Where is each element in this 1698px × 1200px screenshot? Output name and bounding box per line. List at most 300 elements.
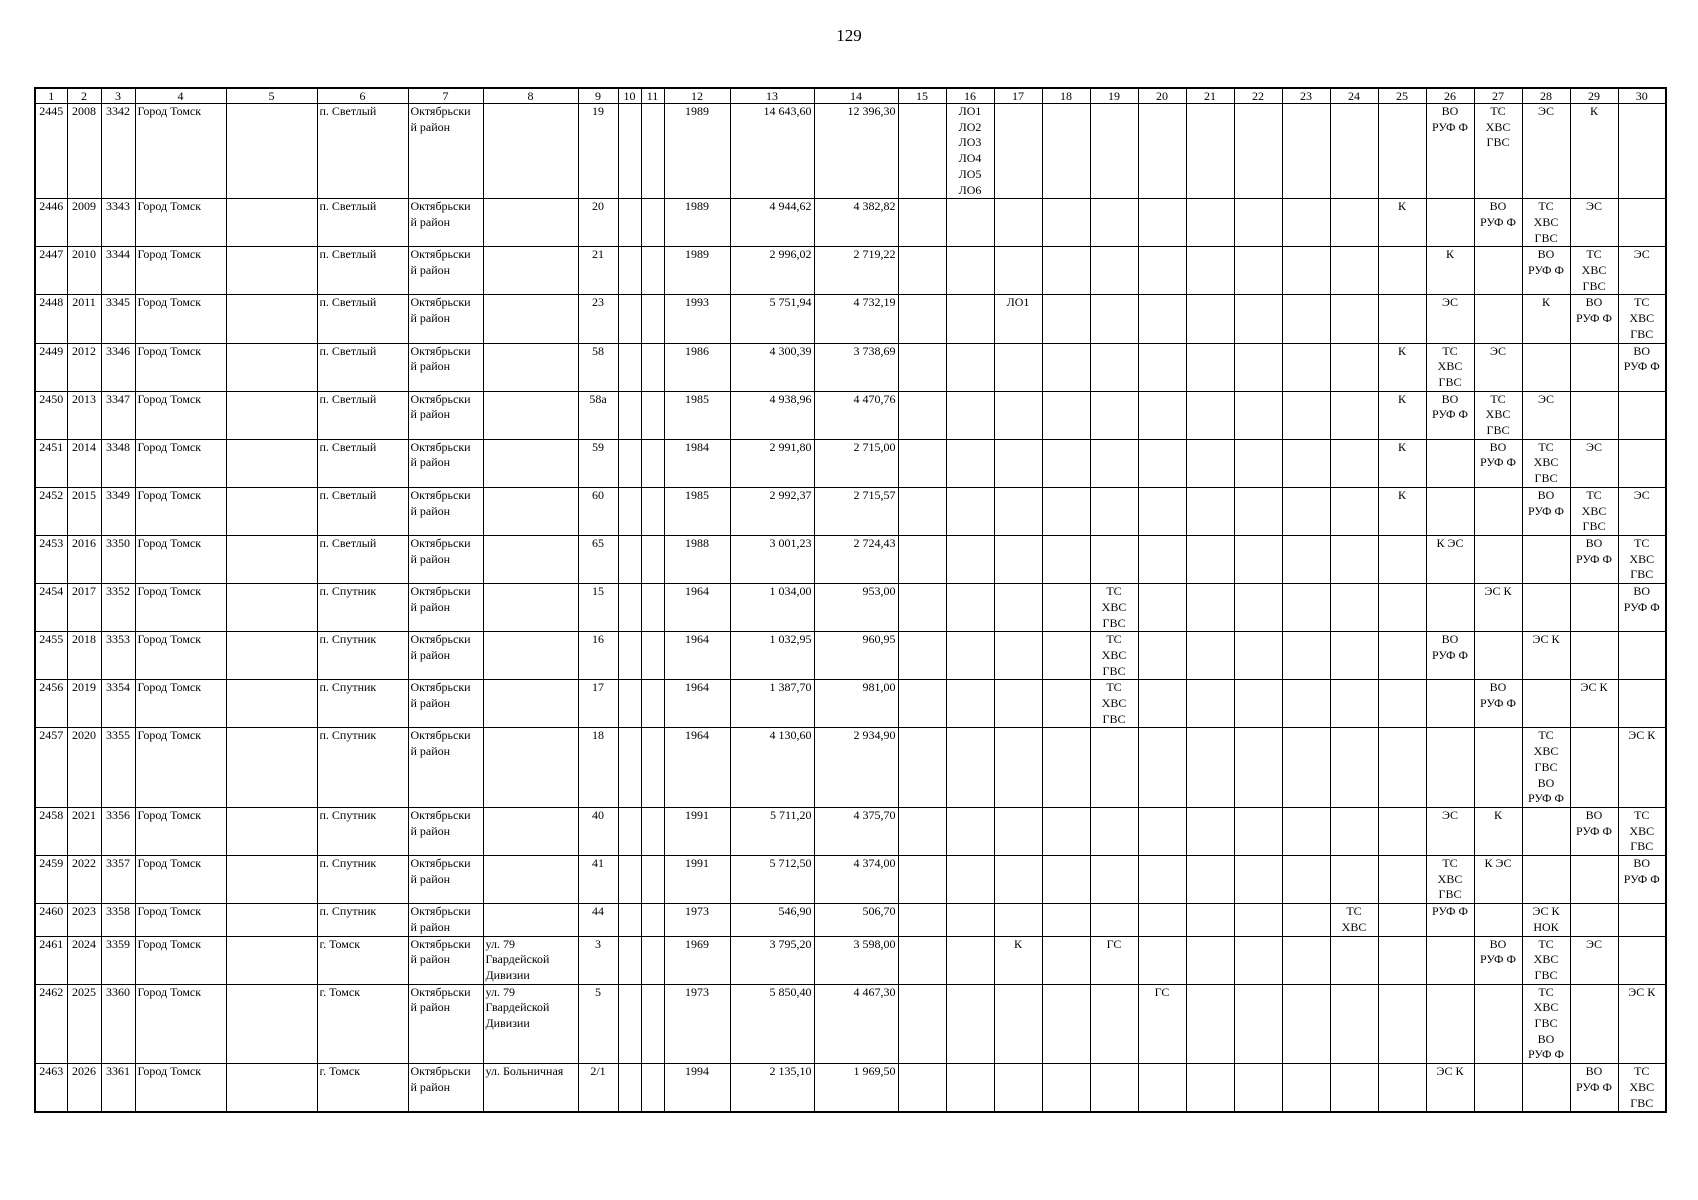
cell-col-7: Октябрьски й район bbox=[408, 439, 483, 487]
cell-col-9: 41 bbox=[578, 856, 618, 904]
cell-col-10 bbox=[618, 487, 641, 535]
cell-col-26: ВО РУФ Ф bbox=[1426, 391, 1474, 439]
cell-col-10 bbox=[618, 904, 641, 936]
cell-col-11 bbox=[641, 391, 664, 439]
cell-col-2: 2010 bbox=[67, 247, 101, 295]
cell-col-1: 2452 bbox=[35, 487, 67, 535]
cell-col-13: 1 387,70 bbox=[730, 680, 814, 728]
cell-col-16 bbox=[946, 728, 994, 808]
cell-col-20 bbox=[1138, 247, 1186, 295]
column-header-16: 16 bbox=[946, 88, 994, 104]
cell-col-26: ЭС bbox=[1426, 295, 1474, 343]
cell-col-3: 3360 bbox=[101, 984, 135, 1064]
cell-col-16 bbox=[946, 584, 994, 632]
cell-col-14: 12 396,30 bbox=[814, 104, 898, 199]
cell-col-20 bbox=[1138, 343, 1186, 391]
cell-col-14: 2 719,22 bbox=[814, 247, 898, 295]
table-row bbox=[35, 199, 1666, 247]
cell-col-16 bbox=[946, 632, 994, 680]
cell-col-13: 5 850,40 bbox=[730, 984, 814, 1064]
cell-col-15 bbox=[898, 1064, 946, 1113]
cell-col-24 bbox=[1330, 680, 1378, 728]
cell-col-30 bbox=[1618, 632, 1666, 680]
cell-col-13: 4 130,60 bbox=[730, 728, 814, 808]
cell-col-21 bbox=[1186, 535, 1234, 583]
cell-col-8: ул. Больничная bbox=[483, 1064, 578, 1113]
cell-col-6: п. Светлый bbox=[317, 343, 408, 391]
cell-col-20 bbox=[1138, 439, 1186, 487]
cell-col-26 bbox=[1426, 584, 1474, 632]
cell-col-23 bbox=[1282, 632, 1330, 680]
table-row bbox=[35, 936, 1666, 984]
cell-col-16 bbox=[946, 343, 994, 391]
cell-col-17 bbox=[994, 247, 1042, 295]
cell-col-5 bbox=[226, 632, 317, 680]
cell-col-18 bbox=[1042, 247, 1090, 295]
cell-col-20 bbox=[1138, 728, 1186, 808]
cell-col-2: 2022 bbox=[67, 856, 101, 904]
cell-col-20 bbox=[1138, 391, 1186, 439]
cell-col-28: ЭС К bbox=[1522, 632, 1570, 680]
cell-col-25: К bbox=[1378, 487, 1426, 535]
cell-col-28 bbox=[1522, 343, 1570, 391]
cell-col-4: Город Томск bbox=[135, 295, 226, 343]
cell-col-12: 1964 bbox=[664, 584, 730, 632]
cell-col-3: 3345 bbox=[101, 295, 135, 343]
cell-col-11 bbox=[641, 247, 664, 295]
cell-col-11 bbox=[641, 535, 664, 583]
cell-col-4: Город Томск bbox=[135, 535, 226, 583]
cell-col-5 bbox=[226, 487, 317, 535]
cell-col-14: 1 969,50 bbox=[814, 1064, 898, 1113]
cell-col-1: 2460 bbox=[35, 904, 67, 936]
cell-col-27: ВО РУФ Ф bbox=[1474, 936, 1522, 984]
cell-col-23 bbox=[1282, 904, 1330, 936]
cell-col-25 bbox=[1378, 807, 1426, 855]
cell-col-20 bbox=[1138, 904, 1186, 936]
cell-col-11 bbox=[641, 199, 664, 247]
cell-col-4: Город Томск bbox=[135, 728, 226, 808]
cell-col-11 bbox=[641, 632, 664, 680]
cell-col-3: 3355 bbox=[101, 728, 135, 808]
cell-col-28: ТС ХВС ГВС ВО РУФ Ф bbox=[1522, 984, 1570, 1064]
cell-col-30 bbox=[1618, 904, 1666, 936]
cell-col-4: Город Томск bbox=[135, 936, 226, 984]
cell-col-22 bbox=[1234, 247, 1282, 295]
cell-col-28: ВО РУФ Ф bbox=[1522, 487, 1570, 535]
cell-col-27: ТС ХВС ГВС bbox=[1474, 391, 1522, 439]
cell-col-21 bbox=[1186, 391, 1234, 439]
cell-col-29: ТС ХВС ГВС bbox=[1570, 247, 1618, 295]
cell-col-4: Город Томск bbox=[135, 584, 226, 632]
cell-col-28: ЭС bbox=[1522, 104, 1570, 199]
column-header-3: 3 bbox=[101, 88, 135, 104]
cell-col-28: ТС ХВС ГВС ВО РУФ Ф bbox=[1522, 728, 1570, 808]
cell-col-24: ТС ХВС bbox=[1330, 904, 1378, 936]
cell-col-11 bbox=[641, 904, 664, 936]
cell-col-9: 2/1 bbox=[578, 1064, 618, 1113]
cell-col-1: 2451 bbox=[35, 439, 67, 487]
cell-col-21 bbox=[1186, 936, 1234, 984]
cell-col-27: ЭС К bbox=[1474, 584, 1522, 632]
cell-col-20 bbox=[1138, 584, 1186, 632]
table-body bbox=[35, 104, 1666, 1113]
cell-col-7: Октябрьски й район bbox=[408, 807, 483, 855]
cell-col-1: 2459 bbox=[35, 856, 67, 904]
cell-col-12: 1964 bbox=[664, 728, 730, 808]
cell-col-9: 21 bbox=[578, 247, 618, 295]
cell-col-19: ГС bbox=[1090, 936, 1138, 984]
cell-col-4: Город Томск bbox=[135, 984, 226, 1064]
cell-col-16 bbox=[946, 199, 994, 247]
cell-col-15 bbox=[898, 535, 946, 583]
table-row bbox=[35, 904, 1666, 936]
cell-col-6: п. Спутник bbox=[317, 584, 408, 632]
cell-col-24 bbox=[1330, 391, 1378, 439]
cell-col-24 bbox=[1330, 487, 1378, 535]
cell-col-19 bbox=[1090, 247, 1138, 295]
cell-col-21 bbox=[1186, 104, 1234, 199]
cell-col-6: п. Спутник bbox=[317, 632, 408, 680]
cell-col-15 bbox=[898, 984, 946, 1064]
cell-col-10 bbox=[618, 199, 641, 247]
cell-col-11 bbox=[641, 984, 664, 1064]
cell-col-26 bbox=[1426, 984, 1474, 1064]
cell-col-22 bbox=[1234, 984, 1282, 1064]
cell-col-9: 17 bbox=[578, 680, 618, 728]
cell-col-17 bbox=[994, 535, 1042, 583]
cell-col-21 bbox=[1186, 247, 1234, 295]
cell-col-28: ТС ХВС ГВС bbox=[1522, 199, 1570, 247]
cell-col-18 bbox=[1042, 295, 1090, 343]
cell-col-4: Город Томск bbox=[135, 487, 226, 535]
cell-col-16 bbox=[946, 439, 994, 487]
cell-col-13: 2 135,10 bbox=[730, 1064, 814, 1113]
cell-col-15 bbox=[898, 343, 946, 391]
cell-col-9: 3 bbox=[578, 936, 618, 984]
cell-col-9: 23 bbox=[578, 295, 618, 343]
cell-col-18 bbox=[1042, 343, 1090, 391]
cell-col-26 bbox=[1426, 680, 1474, 728]
cell-col-13: 14 643,60 bbox=[730, 104, 814, 199]
cell-col-30: ЭС К bbox=[1618, 728, 1666, 808]
cell-col-5 bbox=[226, 807, 317, 855]
cell-col-1: 2455 bbox=[35, 632, 67, 680]
cell-col-14: 4 374,00 bbox=[814, 856, 898, 904]
cell-col-17 bbox=[994, 807, 1042, 855]
cell-col-25 bbox=[1378, 295, 1426, 343]
cell-col-9: 19 bbox=[578, 104, 618, 199]
column-header-20: 20 bbox=[1138, 88, 1186, 104]
table-row bbox=[35, 535, 1666, 583]
cell-col-27: ВО РУФ Ф bbox=[1474, 680, 1522, 728]
cell-col-11 bbox=[641, 728, 664, 808]
column-header-2: 2 bbox=[67, 88, 101, 104]
cell-col-22 bbox=[1234, 1064, 1282, 1113]
column-header-13: 13 bbox=[730, 88, 814, 104]
cell-col-1: 2457 bbox=[35, 728, 67, 808]
cell-col-20 bbox=[1138, 535, 1186, 583]
cell-col-17 bbox=[994, 1064, 1042, 1113]
cell-col-4: Город Томск bbox=[135, 247, 226, 295]
cell-col-6: п. Спутник bbox=[317, 856, 408, 904]
cell-col-24 bbox=[1330, 584, 1378, 632]
cell-col-4: Город Томск bbox=[135, 104, 226, 199]
cell-col-24 bbox=[1330, 247, 1378, 295]
cell-col-4: Город Томск bbox=[135, 904, 226, 936]
cell-col-29: ТС ХВС ГВС bbox=[1570, 487, 1618, 535]
cell-col-16 bbox=[946, 936, 994, 984]
cell-col-7: Октябрьски й район bbox=[408, 632, 483, 680]
cell-col-19 bbox=[1090, 104, 1138, 199]
cell-col-20: ГС bbox=[1138, 984, 1186, 1064]
cell-col-13: 1 034,00 bbox=[730, 584, 814, 632]
cell-col-8 bbox=[483, 632, 578, 680]
cell-col-17 bbox=[994, 199, 1042, 247]
cell-col-29 bbox=[1570, 584, 1618, 632]
cell-col-16 bbox=[946, 856, 994, 904]
cell-col-2: 2016 bbox=[67, 535, 101, 583]
column-header-1: 1 bbox=[35, 88, 67, 104]
cell-col-24 bbox=[1330, 728, 1378, 808]
cell-col-5 bbox=[226, 295, 317, 343]
cell-col-29 bbox=[1570, 984, 1618, 1064]
cell-col-17 bbox=[994, 391, 1042, 439]
cell-col-2: 2025 bbox=[67, 984, 101, 1064]
cell-col-9: 5 bbox=[578, 984, 618, 1064]
cell-col-22 bbox=[1234, 535, 1282, 583]
cell-col-21 bbox=[1186, 856, 1234, 904]
cell-col-26 bbox=[1426, 199, 1474, 247]
cell-col-2: 2014 bbox=[67, 439, 101, 487]
cell-col-15 bbox=[898, 584, 946, 632]
cell-col-27: К bbox=[1474, 807, 1522, 855]
cell-col-22 bbox=[1234, 487, 1282, 535]
cell-col-9: 44 bbox=[578, 904, 618, 936]
cell-col-10 bbox=[618, 807, 641, 855]
cell-col-11 bbox=[641, 487, 664, 535]
cell-col-6: п. Светлый bbox=[317, 104, 408, 199]
cell-col-5 bbox=[226, 247, 317, 295]
cell-col-27 bbox=[1474, 535, 1522, 583]
cell-col-29 bbox=[1570, 728, 1618, 808]
cell-col-11 bbox=[641, 680, 664, 728]
cell-col-6: п. Спутник bbox=[317, 807, 408, 855]
cell-col-12: 1984 bbox=[664, 439, 730, 487]
table-row bbox=[35, 104, 1666, 199]
cell-col-1: 2454 bbox=[35, 584, 67, 632]
cell-col-24 bbox=[1330, 807, 1378, 855]
cell-col-26: К ЭС bbox=[1426, 535, 1474, 583]
cell-col-19: ТС ХВС ГВС bbox=[1090, 680, 1138, 728]
cell-col-7: Октябрьски й район bbox=[408, 104, 483, 199]
cell-col-1: 2453 bbox=[35, 535, 67, 583]
cell-col-8 bbox=[483, 584, 578, 632]
table-row bbox=[35, 807, 1666, 855]
cell-col-20 bbox=[1138, 104, 1186, 199]
cell-col-10 bbox=[618, 936, 641, 984]
cell-col-20 bbox=[1138, 1064, 1186, 1113]
cell-col-1: 2448 bbox=[35, 295, 67, 343]
cell-col-16 bbox=[946, 1064, 994, 1113]
cell-col-22 bbox=[1234, 391, 1282, 439]
cell-col-24 bbox=[1330, 936, 1378, 984]
table-row bbox=[35, 1064, 1666, 1113]
cell-col-19 bbox=[1090, 535, 1138, 583]
cell-col-5 bbox=[226, 535, 317, 583]
cell-col-17 bbox=[994, 343, 1042, 391]
cell-col-20 bbox=[1138, 680, 1186, 728]
cell-col-14: 4 382,82 bbox=[814, 199, 898, 247]
cell-col-7: Октябрьски й район bbox=[408, 1064, 483, 1113]
cell-col-18 bbox=[1042, 856, 1090, 904]
cell-col-18 bbox=[1042, 632, 1090, 680]
cell-col-27 bbox=[1474, 728, 1522, 808]
cell-col-5 bbox=[226, 343, 317, 391]
column-header-21: 21 bbox=[1186, 88, 1234, 104]
cell-col-5 bbox=[226, 728, 317, 808]
cell-col-26: ВО РУФ Ф bbox=[1426, 632, 1474, 680]
cell-col-10 bbox=[618, 247, 641, 295]
cell-col-10 bbox=[618, 984, 641, 1064]
cell-col-12: 1973 bbox=[664, 984, 730, 1064]
cell-col-3: 3359 bbox=[101, 936, 135, 984]
cell-col-13: 4 300,39 bbox=[730, 343, 814, 391]
column-header-12: 12 bbox=[664, 88, 730, 104]
cell-col-22 bbox=[1234, 728, 1282, 808]
cell-col-8 bbox=[483, 391, 578, 439]
cell-col-12: 1969 bbox=[664, 936, 730, 984]
cell-col-27: ЭС bbox=[1474, 343, 1522, 391]
cell-col-25: К bbox=[1378, 391, 1426, 439]
column-header-24: 24 bbox=[1330, 88, 1378, 104]
cell-col-7: Октябрьски й район bbox=[408, 680, 483, 728]
cell-col-17 bbox=[994, 856, 1042, 904]
cell-col-9: 58 bbox=[578, 343, 618, 391]
cell-col-30: ТС ХВС ГВС bbox=[1618, 295, 1666, 343]
cell-col-13: 4 944,62 bbox=[730, 199, 814, 247]
cell-col-3: 3356 bbox=[101, 807, 135, 855]
cell-col-6: г. Томск bbox=[317, 936, 408, 984]
cell-col-27 bbox=[1474, 295, 1522, 343]
cell-col-13: 2 996,02 bbox=[730, 247, 814, 295]
cell-col-14: 960,95 bbox=[814, 632, 898, 680]
cell-col-29: ВО РУФ Ф bbox=[1570, 807, 1618, 855]
cell-col-17 bbox=[994, 104, 1042, 199]
cell-col-14: 4 467,30 bbox=[814, 984, 898, 1064]
cell-col-19 bbox=[1090, 487, 1138, 535]
cell-col-26 bbox=[1426, 487, 1474, 535]
cell-col-19 bbox=[1090, 856, 1138, 904]
cell-col-5 bbox=[226, 391, 317, 439]
table-header bbox=[35, 88, 1666, 104]
cell-col-21 bbox=[1186, 632, 1234, 680]
cell-col-23 bbox=[1282, 247, 1330, 295]
cell-col-4: Город Томск bbox=[135, 391, 226, 439]
cell-col-21 bbox=[1186, 487, 1234, 535]
cell-col-25 bbox=[1378, 904, 1426, 936]
cell-col-12: 1994 bbox=[664, 1064, 730, 1113]
cell-col-24 bbox=[1330, 199, 1378, 247]
cell-col-13: 4 938,96 bbox=[730, 391, 814, 439]
cell-col-29 bbox=[1570, 391, 1618, 439]
cell-col-6: г. Томск bbox=[317, 984, 408, 1064]
cell-col-8 bbox=[483, 247, 578, 295]
cell-col-13: 3 001,23 bbox=[730, 535, 814, 583]
cell-col-7: Октябрьски й район bbox=[408, 535, 483, 583]
cell-col-4: Город Томск bbox=[135, 632, 226, 680]
table-row bbox=[35, 343, 1666, 391]
cell-col-7: Октябрьски й район bbox=[408, 728, 483, 808]
table-row bbox=[35, 295, 1666, 343]
cell-col-14: 981,00 bbox=[814, 680, 898, 728]
header-row bbox=[35, 88, 1666, 104]
cell-col-25 bbox=[1378, 535, 1426, 583]
cell-col-7: Октябрьски й район bbox=[408, 487, 483, 535]
cell-col-23 bbox=[1282, 343, 1330, 391]
cell-col-8 bbox=[483, 343, 578, 391]
cell-col-16 bbox=[946, 247, 994, 295]
cell-col-30: ТС ХВС ГВС bbox=[1618, 1064, 1666, 1113]
cell-col-2: 2019 bbox=[67, 680, 101, 728]
cell-col-14: 953,00 bbox=[814, 584, 898, 632]
cell-col-4: Город Томск bbox=[135, 343, 226, 391]
cell-col-23 bbox=[1282, 199, 1330, 247]
cell-col-17 bbox=[994, 680, 1042, 728]
cell-col-30: ЭС bbox=[1618, 247, 1666, 295]
cell-col-15 bbox=[898, 728, 946, 808]
cell-col-7: Октябрьски й район bbox=[408, 343, 483, 391]
cell-col-26 bbox=[1426, 439, 1474, 487]
cell-col-27 bbox=[1474, 1064, 1522, 1113]
cell-col-5 bbox=[226, 680, 317, 728]
cell-col-23 bbox=[1282, 295, 1330, 343]
cell-col-25: К bbox=[1378, 439, 1426, 487]
cell-col-21 bbox=[1186, 199, 1234, 247]
cell-col-7: Октябрьски й район bbox=[408, 984, 483, 1064]
cell-col-9: 20 bbox=[578, 199, 618, 247]
cell-col-9: 16 bbox=[578, 632, 618, 680]
cell-col-24 bbox=[1330, 295, 1378, 343]
cell-col-4: Город Томск bbox=[135, 856, 226, 904]
cell-col-19: ТС ХВС ГВС bbox=[1090, 584, 1138, 632]
cell-col-21 bbox=[1186, 984, 1234, 1064]
cell-col-29: ЭС bbox=[1570, 199, 1618, 247]
column-header-15: 15 bbox=[898, 88, 946, 104]
cell-col-12: 1989 bbox=[664, 199, 730, 247]
cell-col-3: 3342 bbox=[101, 104, 135, 199]
cell-col-1: 2447 bbox=[35, 247, 67, 295]
cell-col-21 bbox=[1186, 807, 1234, 855]
cell-col-11 bbox=[641, 936, 664, 984]
cell-col-15 bbox=[898, 104, 946, 199]
column-header-8: 8 bbox=[483, 88, 578, 104]
cell-col-26: РУФ Ф bbox=[1426, 904, 1474, 936]
cell-col-25 bbox=[1378, 680, 1426, 728]
table-row bbox=[35, 584, 1666, 632]
cell-col-8: ул. 79 Гвардейской Дивизии bbox=[483, 936, 578, 984]
cell-col-4: Город Томск bbox=[135, 199, 226, 247]
table-row bbox=[35, 391, 1666, 439]
cell-col-13: 5 712,50 bbox=[730, 856, 814, 904]
cell-col-25 bbox=[1378, 584, 1426, 632]
cell-col-3: 3343 bbox=[101, 199, 135, 247]
cell-col-15 bbox=[898, 680, 946, 728]
table-row bbox=[35, 439, 1666, 487]
cell-col-26: К bbox=[1426, 247, 1474, 295]
cell-col-29: ЭС К bbox=[1570, 680, 1618, 728]
column-header-23: 23 bbox=[1282, 88, 1330, 104]
